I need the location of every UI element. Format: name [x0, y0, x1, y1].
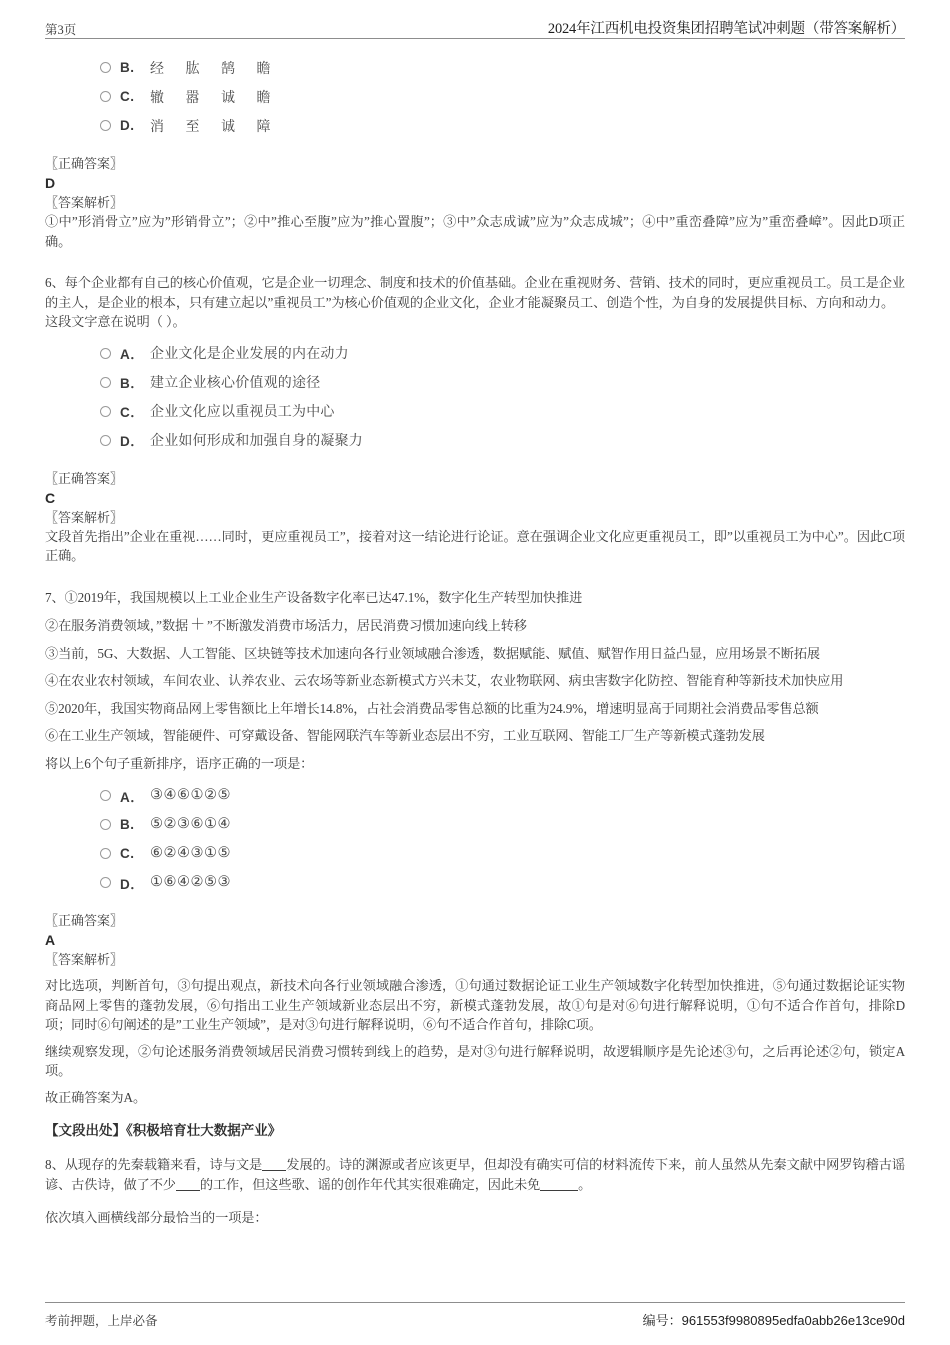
question7-sentence-5: ⑤2020年，我国实物商品网上零售额比上年增长14.8%，占社会消费品零售总额的比重为24.9%，增速明显高于同期社会消费品零售总额	[45, 700, 819, 716]
option-row[interactable]	[100, 426, 905, 455]
q7-source-citation: 【文段出处】《积极培育壮大数据产业》	[45, 1123, 282, 1138]
option-text: ③④⑥①②⑤	[150, 787, 231, 803]
footer-slogan: 考前押题，上岸必备	[45, 1314, 158, 1328]
option-text: 建立企业核心价值观的途径	[150, 376, 321, 391]
question7-options	[45, 781, 905, 897]
q6-correct-answer-label: 〖正确答案〗	[45, 470, 124, 486]
question7-sentence-2	[45, 615, 905, 637]
q8-stem-part-1: 8、从现存的先秦载籍来看，诗与文是	[45, 1157, 263, 1172]
option-row[interactable]	[100, 53, 905, 82]
option-row[interactable]	[100, 368, 905, 397]
question5-options	[45, 53, 905, 140]
option-letter: B.	[120, 60, 135, 75]
q7-analysis-label: 〖答案解析〗	[45, 952, 124, 967]
footer-id-value: 961553f9980895edfa0abb26e13ce90d	[681, 1313, 905, 1328]
option-text: ①⑥④②⑤③	[150, 874, 231, 890]
option-row[interactable]	[100, 82, 905, 111]
radio-icon[interactable]	[100, 877, 111, 888]
option-letter: B．	[120, 376, 145, 391]
q6-correct-answer-value: C	[45, 489, 56, 506]
option-letter: C.	[120, 89, 135, 104]
question7-sentence-3: ③当前，5G、大数据、人工智能、区块链等技术加速向各行业领域融合渗透，数据赋能、赋值、赋智作用日益凸显，应用场景不断拓展	[45, 645, 820, 661]
option-letter: A．	[120, 789, 145, 805]
option-text: 企业如何形成和加强自身的凝聚力	[150, 434, 363, 449]
page-body	[45, 39, 905, 1228]
q7-analysis-paragraph-3: 故正确答案为A。	[45, 1089, 147, 1105]
option-row[interactable]	[100, 868, 905, 897]
option-letter: D．	[120, 434, 145, 449]
question8-stem	[45, 1155, 905, 1194]
option-row[interactable]	[100, 810, 905, 839]
q8-stem-part-4: 。	[578, 1176, 592, 1192]
q5-analysis-label: 〖答案解析〗	[45, 195, 124, 210]
q5-analysis-text: ①中”形消骨立”应为”形销骨立”；②中”推心至腹”应为”推心置腹”；③中”众志成诚”应为”众志成城”；④中”重峦叠障”应为”重峦叠嶂”。因此D项正确。	[45, 214, 905, 249]
option-row[interactable]	[100, 111, 905, 140]
question6-options	[45, 339, 905, 455]
option-text: ⑤②③⑥①④	[150, 816, 231, 832]
option-letter: A．	[120, 347, 145, 362]
option-letter: C．	[120, 405, 145, 420]
option-text: ⑥②④③①⑤	[150, 845, 231, 861]
option-row[interactable]	[100, 397, 905, 426]
option-row[interactable]	[100, 339, 905, 368]
radio-icon[interactable]	[100, 819, 111, 830]
option-row[interactable]	[100, 781, 905, 810]
q8-stem-part-3: 的工作，但这些歌、谣的创作年代其实很难确定，因此未免	[199, 1176, 541, 1192]
question7-prompt: 将以上6个句子重新排序，语序正确的一项是：	[45, 755, 314, 771]
fill-blank-2	[176, 1190, 200, 1191]
radio-icon[interactable]	[100, 120, 111, 131]
page-footer	[45, 1302, 905, 1329]
option-letter: D．	[120, 876, 145, 892]
option-text: 消 至 诚 障	[150, 119, 280, 135]
option-text: 经 肱 鹄 瞻	[150, 61, 280, 77]
footer-document-id	[643, 1310, 905, 1329]
question7-sentence-6: ⑥在工业生产领域，智能硬件、可穿戴设备、智能网联汽车等新业态层出不穷，工业互联网、智能工厂生产等新模式蓬勃发展	[45, 728, 765, 743]
radio-icon[interactable]	[100, 377, 111, 388]
q7-s2-prefix: ②在服务消费领域，”数据	[45, 618, 189, 633]
footer-id-label: 编号：	[642, 1313, 682, 1328]
plus-icon: ＋	[190, 616, 206, 633]
radio-icon[interactable]	[100, 435, 111, 446]
radio-icon[interactable]	[100, 62, 111, 73]
radio-icon[interactable]	[100, 406, 111, 417]
fill-blank-1	[262, 1170, 286, 1171]
option-letter: B.	[120, 817, 135, 832]
option-letter: C.	[120, 846, 135, 861]
option-row[interactable]	[100, 839, 905, 868]
q8-stem-part-2: 发展的。诗的渊源或者应该更早，但却没有确实可信的材料流传下来，前人虽然从先秦文献中网罗钩稽古谣谚、古佚诗，做了不少	[45, 1157, 905, 1192]
q7-correct-answer-value: A	[45, 932, 56, 948]
q7-analysis-paragraph-1: 对比选项，判断首句，③句提出观点，新技术向各行业领域融合渗透，①句通过数据论证工业生产领域数字化转型加快推进，⑤句通过数据论证实物商品网上零售的蓬勃发展，⑥句指出工业生产领域新业态层出不穷，新模式蓬勃发展，故①句是对⑥句进行解释说明，①句不适合作首句，排除D项；同时⑥句阐述的是”工业生产领域”，是对③句进行解释说明，⑥句不适合作首句，排除C项。	[45, 978, 905, 1032]
option-text: 企业文化应以重视员工为中心	[150, 405, 335, 420]
radio-icon[interactable]	[100, 91, 111, 102]
option-text: 企业文化是企业发展的内在动力	[150, 347, 349, 362]
page-number-label: 第3页	[45, 23, 77, 37]
radio-icon[interactable]	[100, 790, 111, 801]
q5-correct-answer-value: D	[45, 175, 56, 191]
radio-icon[interactable]	[100, 348, 111, 359]
fill-blank-3	[540, 1190, 578, 1191]
document-title: 2024年江西机电投资集团招聘笔试冲刺题（带答案解析）	[547, 21, 905, 37]
q7-s2-suffix: ”不断激发消费市场活力，居民消费习惯加速向线上转移	[207, 618, 527, 633]
q7-analysis-paragraph-2: 继续观察发现，②句论述服务消费领域居民消费习惯转到线上的趋势，是对③句进行解释说明，故逻辑顺序是先论述③句，之后再论述②句，锁定A项。	[45, 1043, 905, 1078]
q5-correct-answer-label: 〖正确答案〗	[45, 156, 124, 171]
radio-icon[interactable]	[100, 848, 111, 859]
q6-analysis-label: 〖答案解析〗	[45, 509, 124, 525]
question7-sentence-1: 7、①2019年，我国规模以上工业企业生产设备数字化率已达47.1%，数字化生产转型加快推进	[45, 589, 583, 605]
q7-correct-answer-label: 〖正确答案〗	[45, 913, 124, 928]
question7-sentence-4: ④在农业农村领域，车间农业、认养农业、云农场等新业态新模式方兴未艾，农业物联网、病虫害数字化防控、智能育种等新技术加快应用	[45, 673, 844, 688]
option-letter: D.	[120, 118, 135, 133]
question8-prompt: 依次填入画横线部分最恰当的一项是：	[45, 1210, 268, 1225]
option-text: 辙 嚣 诚 瞻	[150, 90, 280, 106]
question6-prompt: 这段文字意在说明（ ）。	[45, 314, 186, 329]
page-header	[45, 0, 905, 39]
question6-stem: 6、每个企业都有自己的核心价值观，它是企业一切理念、制度和技术的价值基础。企业在重视财务、营销、技术的同时，更应重视员工。员工是企业的主人，是企业的根本，只有建立起以”重视员工”为核心价值观的企业文化，企业才能凝聚员工、创造个性，为自身的发展提供目标、方向和动力。	[45, 275, 905, 310]
q6-analysis-text: 文段首先指出”企业在重视……同时，更应重视员工”，接着对这一结论进行论证。意在强调企业文化应更重视员工，即”以重视员工为中心”。因此C项正确。	[45, 528, 905, 563]
